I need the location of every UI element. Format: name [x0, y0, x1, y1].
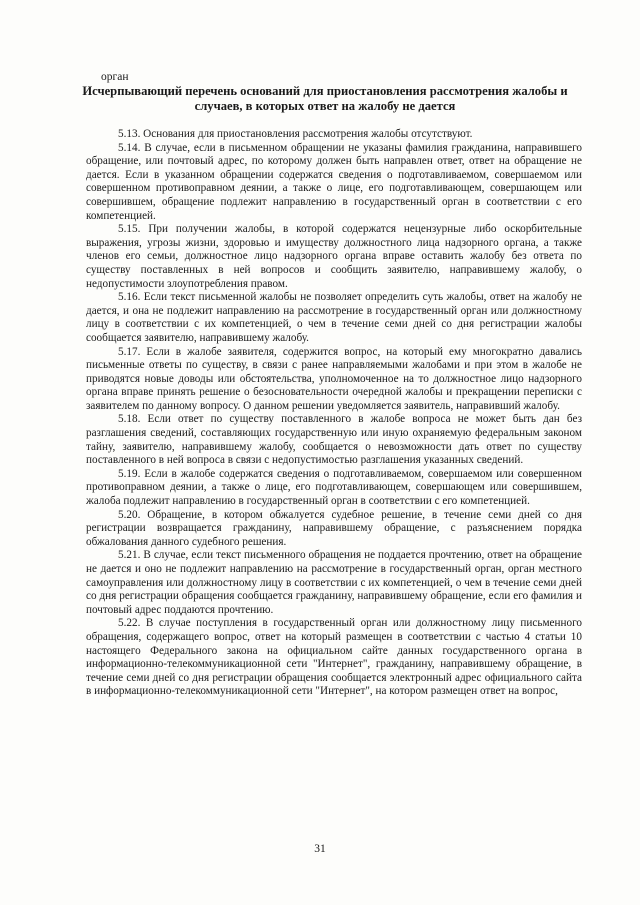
- paragraph-5-16: 5.16. Если текст письменной жалобы не позволяет определить суть жалобы, ответ на жалобу не дается, и она не подлежит направлению на рассмотрение в государственный орган или должностному лицу в соответствии с их компетенцией, о чем в течение семи дней со дня регистрации жалобы сообщается заявителю, направившему жалобу.: [86, 291, 582, 344]
- paragraph-5-18: 5.18. Если ответ по существу поставленного в жалобе вопроса не может быть дан без разглашения сведений, составляющих государственную или иную охраняемую федеральным законом тайну, заявителю, направившему жалобу, сообщается о невозможности дать ответ по существу поставленного в ней вопроса в связи с недопустимостью разглашения указанных сведений.: [86, 413, 582, 467]
- paragraph-5-22: 5.22. В случае поступления в государственный орган или должностному лицу письменного обращения, содержащего вопрос, ответ на который размещен в соответствии с частью 4 статьи 10 настоящего Федерального закона на официальном сайте данных государственного органа в информационно-телекоммуникационной сети "Интернет", гражданину, направившему обращение, в течение семи дней со дня регистрации обращения сообщается электронный адрес официального сайта в информационно-телекоммуникационной сети "Интернет", на котором размещен ответ на вопрос,: [86, 617, 582, 698]
- section-heading-line-1: Исчерпывающий перечень оснований для приостановления рассмотрения жалобы и: [82, 84, 568, 98]
- document-body: [86, 128, 582, 699]
- paragraph-5-20: 5.20. Обращение, в котором обжалуется судебное решение, в течение семи дней со дня регистрации возвращается гражданину, направившему обращение, с разъяснением порядка обжалования данного судебного решения.: [86, 508, 582, 548]
- section-heading: [78, 84, 572, 114]
- paragraph-5-14: 5.14. В случае, если в письменном обращении не указаны фамилия гражданина, направившего обращение, или почтовый адрес, по которому должен быть направлен ответ, ответ на обращение не дается. Если в указанном обращении содержатся сведения о подготавливаемом, совершаемом или совершенном противоправном деянии, а также о лице, его подготавливающем, совершающем или совершившем, обращение подлежит направлению в государственный орган в соответствии с его компетенцией.: [86, 141, 582, 222]
- paragraph-5-13: 5.13. Основания для приостановления рассмотрения жалобы отсутствуют.: [118, 128, 473, 140]
- paragraph-5-17: 5.17. Если в жалобе заявителя, содержится вопрос, на который ему многократно давались письменные ответы по существу, в связи с ранее направляемыми жалобами и при этом в жалобе не приводятся новые доводы или обстоятельства, уполномоченное на то должностное лицо надзорного органа вправе принять решение о безосновательности очередной жалобы и прекращении переписки с заявителем по данному вопросу. О данном решении уведомляется заявитель, направивший жалобу.: [86, 345, 582, 412]
- section-heading-line-2: случаев, в которых ответ на жалобу не дается: [194, 99, 456, 113]
- continued-text-fragment: орган: [101, 71, 129, 83]
- page-number: 31: [314, 843, 326, 855]
- paragraph-5-15: 5.15. При получении жалобы, в которой содержатся нецензурные либо оскорбительные выражения, угрозы жизни, здоровью и имуществу должностного лица надзорного органа, а также членов его семьи, должностное лицо надзорного органа вправе оставить жалобу без ответа по существу поставленных в ней вопросов и сообщить заявителю, направившему жалобу, о недопустимости злоупотребления правом.: [86, 223, 582, 290]
- paragraph-5-21: 5.21. В случае, если текст письменного обращения не поддается прочтению, ответ на обращение не дается и оно не подлежит направлению на рассмотрение в государственный орган, орган местного самоуправления или должностному лицу в соответствии с их компетенцией, о чем в течение семи дней со дня регистрации обращения сообщается гражданину, направившему обращение, если его фамилия и почтовый адрес поддаются прочтению.: [86, 549, 582, 616]
- paragraph-5-19: 5.19. Если в жалобе содержатся сведения о подготавливаемом, совершаемом или совершенном противоправном деянии, а также о лице, его подготавливающем, совершающем или совершившем, жалоба подлежит направлению в государственный орган в соответствии с его компетенцией.: [86, 467, 582, 508]
